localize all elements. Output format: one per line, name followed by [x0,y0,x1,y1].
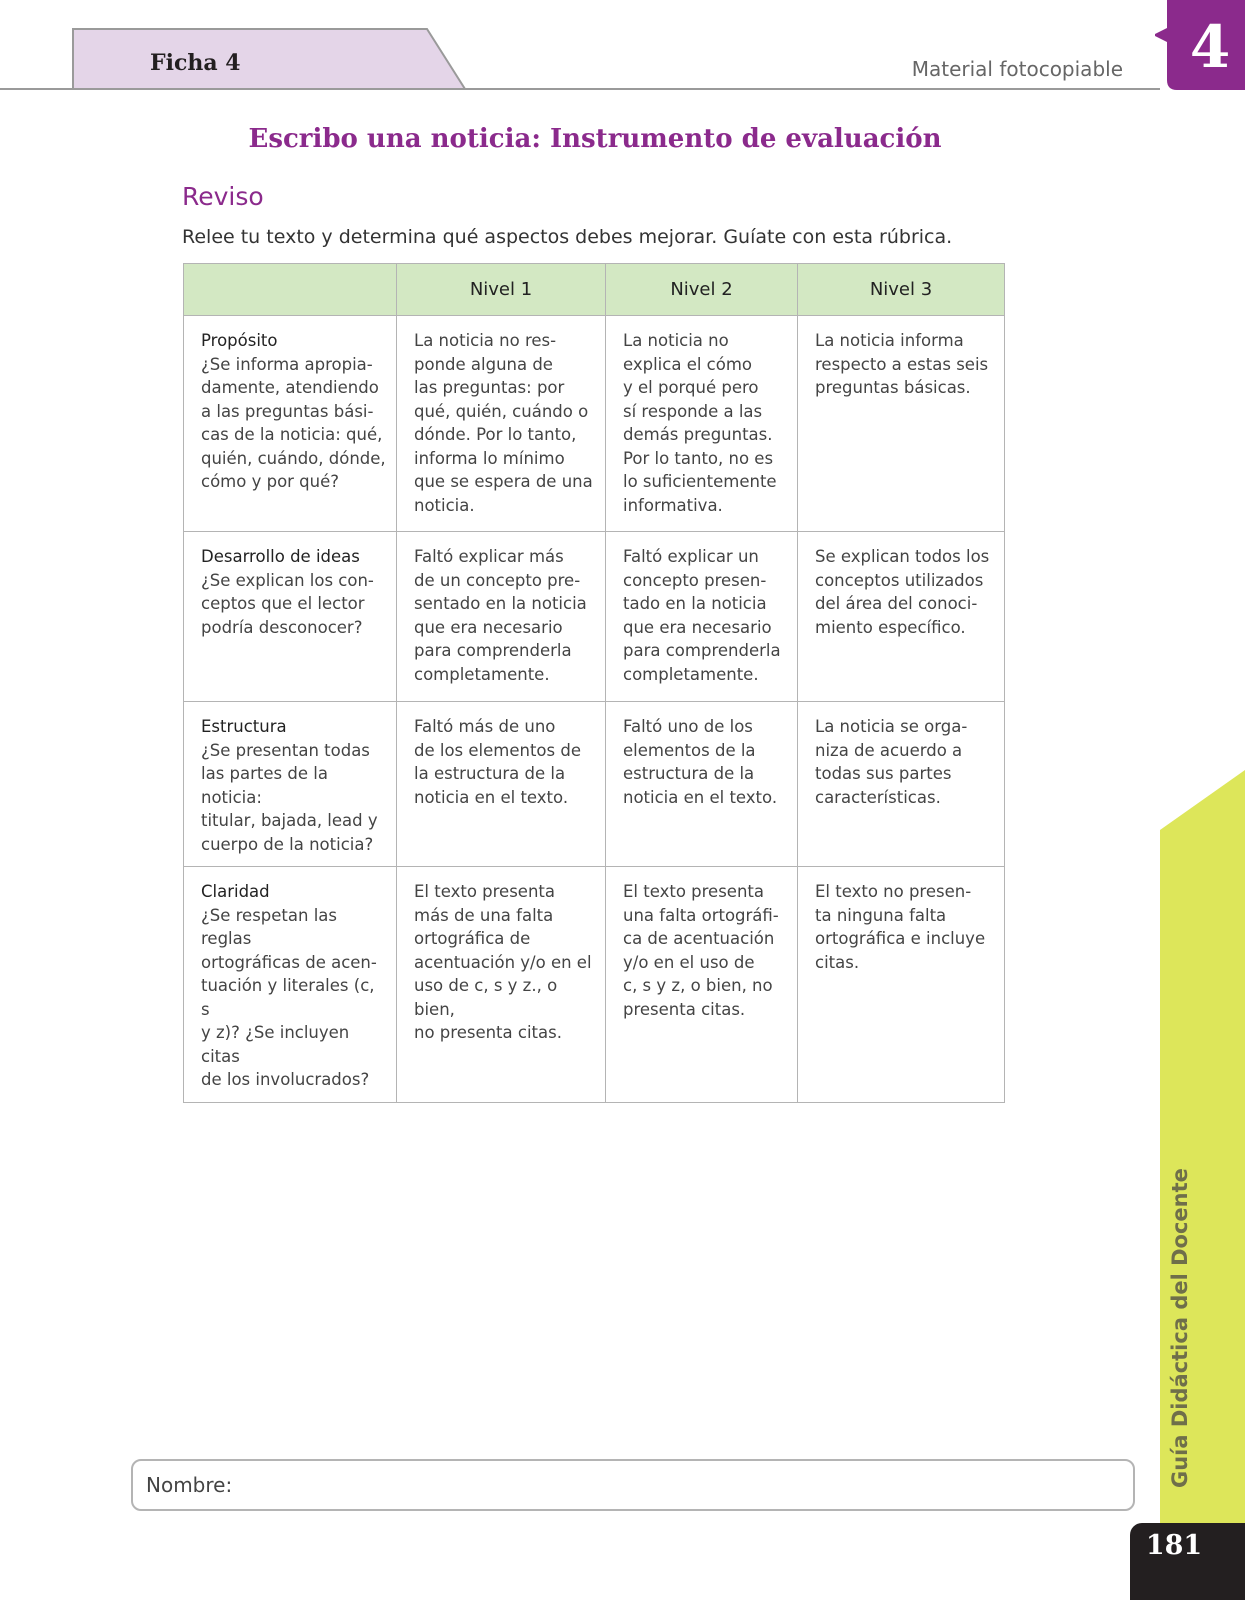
level-1-cell: El texto presenta más de una falta ortográfica de acentuación y/o en el uso de c, s y z., o bien, no presenta citas. [397,867,606,1103]
section-title: Reviso [182,182,264,211]
header-rule [0,88,1160,90]
criterion-question: ¿Se explican los con- ceptos que el lector podría desconocer? [201,570,374,637]
criterion-question: ¿Se respetan las reglas ortográficas de acen- tuación y literales (c, s y z)? ¿Se incluyen citas de los involucrados? [201,905,377,1089]
name-field[interactable] [131,1459,1135,1511]
criterion-name: Estructura [201,717,287,736]
rubric-row-proposito [184,316,1005,532]
rubric-header-nivel-1: Nivel 1 [397,264,606,316]
criterion-cell [184,867,397,1103]
rubric-row-claridad [184,867,1005,1103]
name-label: Nombre: [146,1473,233,1497]
unit-number: 4 [1189,13,1231,81]
level-2-cell: Faltó uno de los elementos de la estructura de la noticia en el texto. [606,702,798,867]
rubric-header-row [184,264,1005,316]
level-1-cell: Faltó más de uno de los elementos de la estructura de la noticia en el texto. [397,702,606,867]
rubric-row-estructura [184,702,1005,867]
instruction-text: Relee tu texto y determina qué aspectos debes mejorar. Guíate con esta rúbrica. [182,226,953,248]
page-number: 181 [1145,1530,1203,1561]
level-3-cell: Se explican todos los conceptos utilizados del área del conoci- miento específico. [798,532,1005,702]
level-2-cell: El texto presenta una falta ortográfi- ca de acentuación y/o en el uso de c, s y z, o bien, no presenta citas. [606,867,798,1103]
level-1-cell: Faltó explicar más de un concepto pre- sentado en la noticia que era necesario para comprenderla completamente. [397,532,606,702]
criterion-cell [184,532,397,702]
rubric-header-empty [184,264,397,316]
criterion-name: Claridad [201,882,270,901]
criterion-cell [184,316,397,532]
level-2-cell: La noticia no explica el cómo y el porqué pero sí responde a las demás preguntas. Por lo tanto, no es lo suficientemente informativa. [606,316,798,532]
sidebar-label: Guía Didáctica del Docente [1168,1168,1192,1488]
level-3-cell: La noticia se orga- niza de acuerdo a todas sus partes características. [798,702,1005,867]
criterion-name: Desarrollo de ideas [201,547,360,566]
level-2-cell: Faltó explicar un concepto presen- tado en la noticia que era necesario para comprenderla completamente. [606,532,798,702]
material-label: Material fotocopiable [911,57,1123,81]
page-title: Escribo una noticia: Instrumento de evaluación [248,124,942,154]
level-1-cell: La noticia no res- ponde alguna de las preguntas: por qué, quién, cuándo o dónde. Por lo tanto, informa lo mínimo que se espera de una noticia. [397,316,606,532]
rubric-header-nivel-2: Nivel 2 [606,264,798,316]
criterion-cell [184,702,397,867]
rubric-row-desarrollo [184,532,1005,702]
level-3-cell: La noticia informa respecto a estas seis preguntas básicas. [798,316,1005,532]
ficha-label: Ficha 4 [150,50,241,76]
rubric-header-nivel-3: Nivel 3 [798,264,1005,316]
criterion-question: ¿Se presentan todas las partes de la noticia: titular, bajada, lead y cuerpo de la noticia? [201,740,378,854]
criterion-question: ¿Se informa apropia- damente, atendiendo a las preguntas bási- cas de la noticia: qué, quién, cuándo, dónde, cómo y por qué? [201,354,386,491]
rubric-table [183,263,1005,1103]
level-3-cell: El texto no presen- ta ninguna falta ortográfica e incluye citas. [798,867,1005,1103]
criterion-name: Propósito [201,331,278,350]
